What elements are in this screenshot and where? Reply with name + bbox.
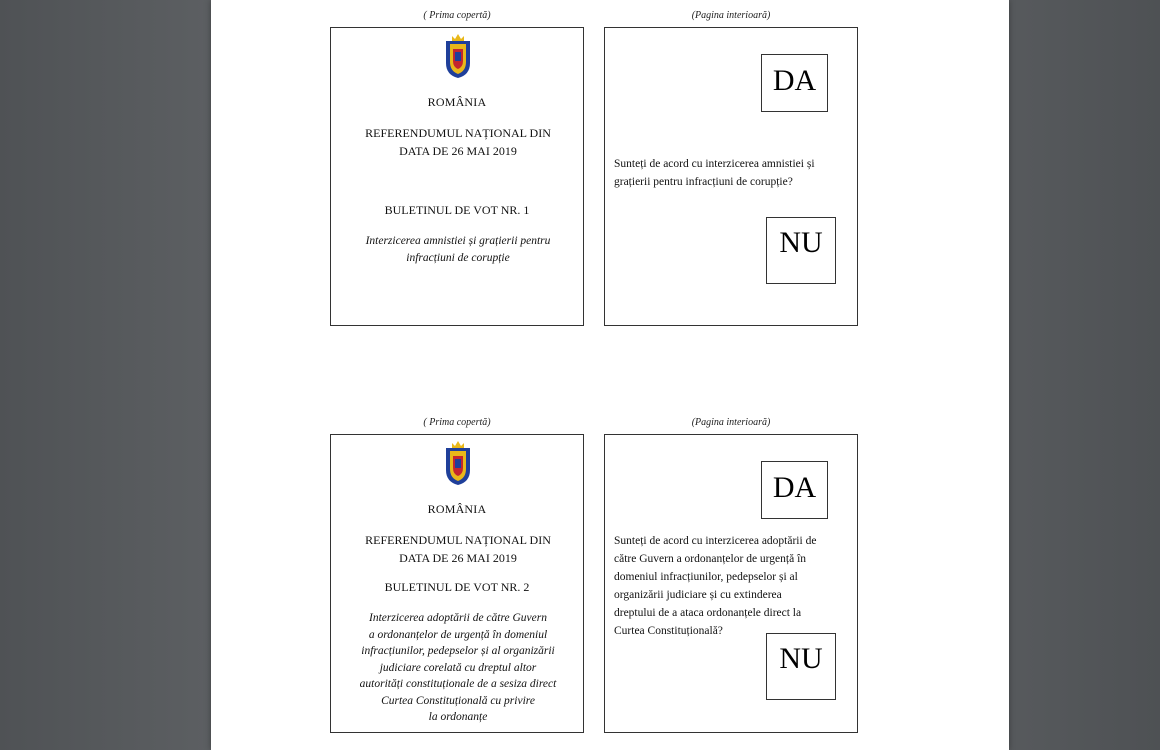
cover-caption: ( Prima copertă) bbox=[423, 417, 491, 428]
title-line: DATA DE 26 MAI 2019 bbox=[399, 551, 517, 565]
ballot-1-inside bbox=[604, 27, 858, 326]
question-line: domeniul infracțiunilor, pedepselor și al bbox=[614, 571, 798, 583]
ballot-question bbox=[614, 155, 852, 191]
subject-line: a ordonanțelor de urgență în domeniul bbox=[368, 628, 548, 641]
question-line: Sunteți de acord cu interzicerea amnistiei și bbox=[614, 158, 815, 170]
cover-caption: ( Prima copertă) bbox=[423, 10, 491, 21]
coat-of-arms-icon bbox=[442, 440, 474, 486]
ballot-2-cover bbox=[330, 434, 584, 733]
ballot-question bbox=[614, 532, 852, 640]
referendum-title bbox=[341, 124, 575, 160]
ballot-subject bbox=[345, 233, 571, 266]
subject-line: Curtea Constituțională cu privire bbox=[381, 694, 535, 707]
title-line: REFERENDUMUL NAȚIONAL DIN bbox=[365, 126, 551, 140]
country-name: ROMÂNIA bbox=[427, 502, 487, 516]
ballot-number: BULETINUL DE VOT NR. 2 bbox=[384, 580, 530, 594]
inside-caption: (Pagina interioară) bbox=[691, 417, 771, 428]
ballot-2-inside bbox=[604, 434, 858, 733]
ballot-1-cover bbox=[330, 27, 584, 326]
referendum-title bbox=[341, 531, 575, 567]
question-line: organizării judiciare și cu extinderea bbox=[614, 589, 782, 601]
yes-box: DA bbox=[761, 461, 828, 519]
country-name: ROMÂNIA bbox=[427, 95, 487, 109]
no-box: NU bbox=[766, 633, 836, 700]
no-box: NU bbox=[766, 217, 836, 284]
document-page bbox=[211, 0, 1009, 750]
question-line: grațierii pentru infracțiuni de corupție? bbox=[614, 176, 793, 188]
title-line: DATA DE 26 MAI 2019 bbox=[399, 144, 517, 158]
subject-line: autorități constituționale de a sesiza direct bbox=[359, 678, 557, 690]
subject-line: la ordonanțe bbox=[428, 711, 488, 723]
title-line: REFERENDUMUL NAȚIONAL DIN bbox=[365, 533, 551, 547]
subject-line: Interzicerea amnistiei și grațierii pentru bbox=[365, 235, 551, 247]
ballot-subject bbox=[345, 610, 571, 726]
question-line: Sunteți de acord cu interzicerea adoptării de bbox=[614, 535, 817, 547]
question-line: dreptului de a ataca ordonanțele direct la bbox=[614, 607, 802, 619]
question-line: Curtea Constituțională? bbox=[614, 625, 723, 637]
subject-line: Interzicerea adoptării de către Guvern bbox=[369, 612, 547, 624]
coat-of-arms-icon bbox=[442, 33, 474, 79]
subject-line: infracțiunilor, pedepselor și al organizării bbox=[361, 645, 555, 657]
yes-box: DA bbox=[761, 54, 828, 112]
inside-caption: (Pagina interioară) bbox=[691, 10, 771, 21]
question-line: către Guvern a ordonanțelor de urgență în bbox=[614, 553, 807, 565]
subject-line: infracțiuni de corupție bbox=[406, 251, 510, 264]
subject-line: judiciare corelată cu dreptul altor bbox=[379, 661, 537, 674]
ballot-number: BULETINUL DE VOT NR. 1 bbox=[384, 203, 530, 217]
